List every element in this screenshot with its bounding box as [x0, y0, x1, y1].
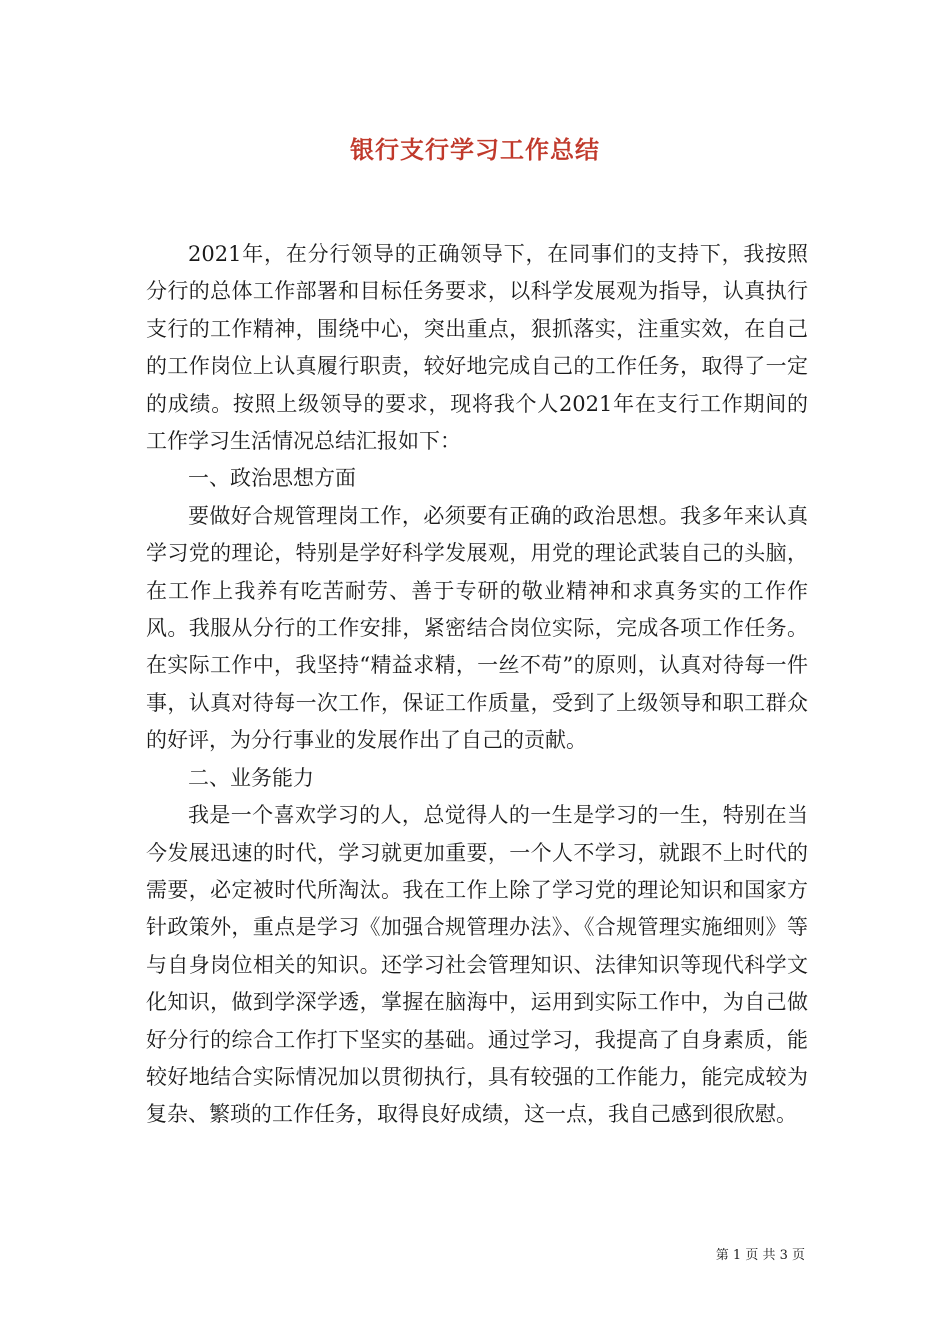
page-title: 银行支行学习工作总结: [350, 136, 600, 164]
business-paragraph: 我是一个喜欢学习的人，总觉得人的一生是学习的一生，特别在当今发展迅速的时代，学习就更加重要，一个人不学习，就跟不上时代的需要，必定被时代所淘汰。我在工作上除了学习党的理论知识和国家方针政策外，重点是学习《加强合规管理办法》、《合规管理实施细则》等与自身岗位相关的知识。还学习社会管理知识、法律知识等现代科学文化知识，做到学深学透，掌握在脑海中，运用到实际工作中，为自己做好分行的综合工作打下坚实的基础。通过学习，我提高了自身素质，能较好地结合实际情况加以贯彻执行，具有较强的工作能力，能完成较为复杂、繁琐的工作任务，取得良好成绩，这一点，我自己感到很欣慰。: [146, 803, 808, 1127]
document-body: [146, 236, 808, 1134]
politics-paragraph: 要做好合规管理岗工作，必须要有正确的政治思想。我多年来认真学习党的理论，特别是学好科学发展观，用党的理论武装自己的头脑，在工作上我养有吃苦耐劳、善于专研的敬业精神和求真务实的工作作风。我服从分行的工作安排，紧密结合岗位实际，完成各项工作任务。在实际工作中，我坚持“精益求精，一丝不苟”的原则，认真对待每一件事，认真对待每一次工作，保证工作质量，受到了上级领导和职工群众的好评，为分行事业的发展作出了自己的贡献。: [146, 503, 808, 753]
section-heading-business: 二、业务能力: [188, 765, 314, 790]
section-heading-politics: 一、政治思想方面: [188, 466, 356, 491]
intro-paragraph: 2021年，在分行领导的正确领导下，在同事们的支持下，我按照分行的总体工作部署和目标任务要求，以科学发展观为指导，认真执行支行的工作精神，围绕中心，突出重点，狠抓落实，注重实效，在自己的工作岗位上认真履行职责，较好地完成自己的工作任务，取得了一定的成绩。按照上级领导的要求，现将我个人2021年在支行工作期间的工作学习生活情况总结汇报如下：: [146, 242, 808, 454]
page-number: 第 1 页 共 3 页: [715, 1248, 805, 1263]
